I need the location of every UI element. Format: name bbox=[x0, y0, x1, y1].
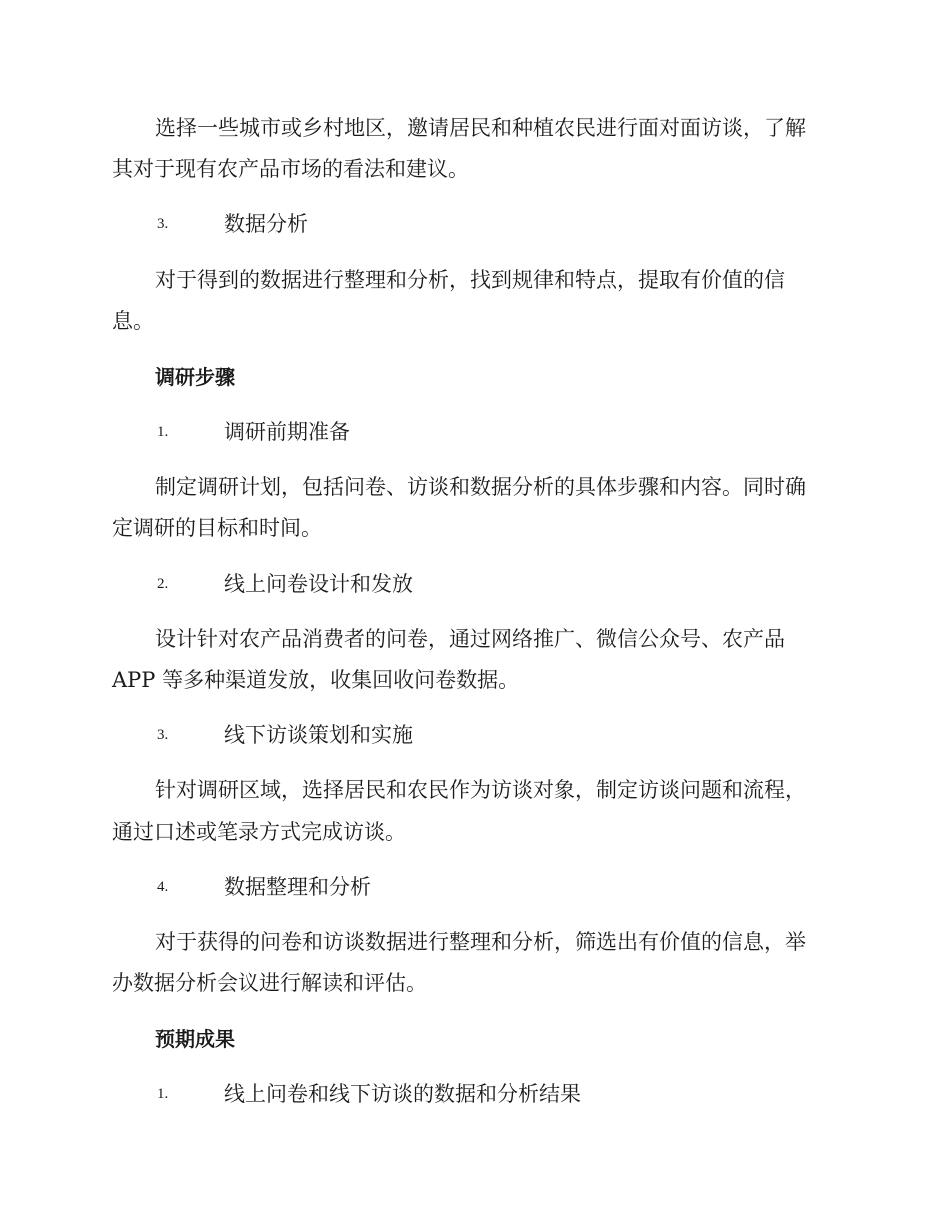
section-heading: 预期成果 bbox=[155, 1027, 235, 1051]
list-item-label: 数据分析 bbox=[224, 212, 308, 236]
paragraph-line: 对于得到的数据进行整理和分析，找到规律和特点，提取有价值的信 bbox=[155, 268, 785, 292]
list-item-label: 线下访谈策划和实施 bbox=[224, 723, 413, 747]
list-number: 3. bbox=[157, 727, 169, 743]
paragraph-line: 办数据分析会议进行解读和评估。 bbox=[112, 971, 427, 995]
paragraph-line: APP 等多种渠道发放，收集回收问卷数据。 bbox=[112, 668, 520, 692]
paragraph-line: 对于获得的问卷和访谈数据进行整理和分析，筛选出有价值的信息，举 bbox=[155, 930, 806, 954]
list-number: 2. bbox=[157, 576, 169, 592]
list-number: 1. bbox=[157, 1086, 169, 1102]
list-number: 3. bbox=[157, 216, 169, 232]
paragraph-line: 制定调研计划，包括问卷、访谈和数据分析的具体步骤和内容。同时确 bbox=[155, 475, 806, 499]
paragraph-line: 设计针对农产品消费者的问卷，通过网络推广、微信公众号、农产品 bbox=[155, 627, 785, 651]
list-item-label: 线上问卷设计和发放 bbox=[224, 572, 413, 596]
list-number: 1. bbox=[157, 424, 169, 440]
paragraph-line: 通过口述或笔录方式完成访谈。 bbox=[112, 820, 406, 844]
list-item-label: 数据整理和分析 bbox=[224, 875, 371, 899]
paragraph-line: 息。 bbox=[112, 309, 154, 333]
paragraph-line: 针对调研区域，选择居民和农民作为访谈对象，制定访谈问题和流程， bbox=[155, 778, 806, 802]
paragraph-line: 定调研的目标和时间。 bbox=[112, 516, 322, 540]
list-item-label: 线上问卷和线下访谈的数据和分析结果 bbox=[224, 1082, 581, 1106]
paragraph-line: 其对于现有农产品市场的看法和建议。 bbox=[112, 157, 469, 181]
paragraph-line: 选择一些城市或乡村地区，邀请居民和种植农民进行面对面访谈，了解 bbox=[155, 116, 806, 140]
section-heading: 调研步骤 bbox=[155, 365, 235, 389]
list-item-label: 调研前期准备 bbox=[224, 420, 350, 444]
list-number: 4. bbox=[157, 879, 169, 895]
